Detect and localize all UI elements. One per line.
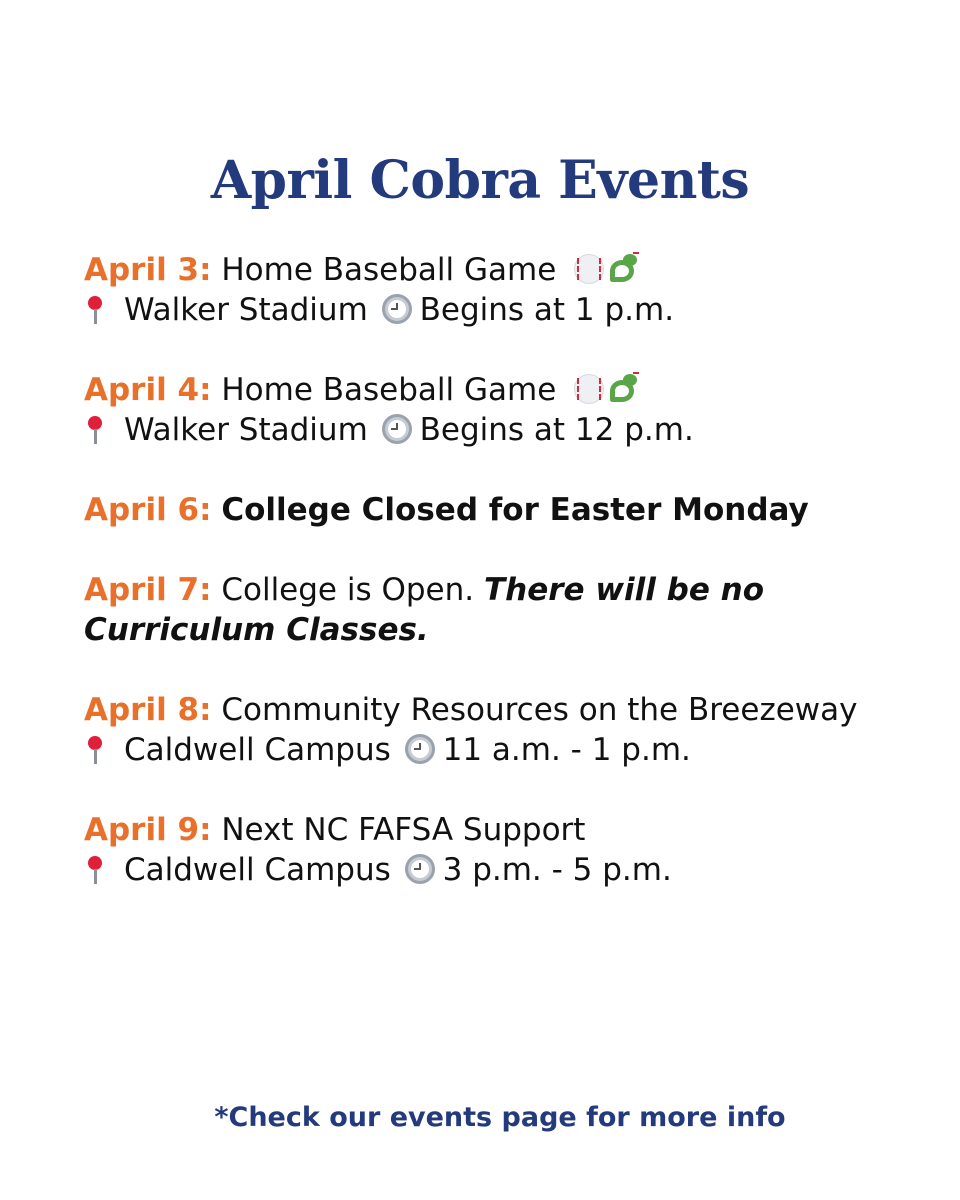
page-title: April Cobra Events [210,150,750,211]
location-pin-icon [84,414,106,446]
snake-icon [606,374,638,404]
event-time: Begins at 1 p.m. [419,292,675,328]
event-description: College is Open. [221,572,475,608]
clock-icon [382,414,412,444]
event-time: 11 a.m. - 1 p.m. [442,732,691,768]
clock-icon [382,294,412,324]
event-list [84,250,904,930]
event-location: Walker Stadium [124,412,368,448]
event-item [84,490,904,530]
baseball-icon [574,374,604,404]
event-date: April 6: [84,492,212,528]
snake-icon [606,254,638,284]
event-date: April 4: [84,372,212,408]
baseball-icon [574,254,604,284]
event-description: College Closed for Easter Monday [221,492,809,528]
event-date: April 3: [84,252,212,288]
event-time: Begins at 12 p.m. [419,412,694,448]
clock-icon [405,854,435,884]
clock-icon [405,734,435,764]
event-item [84,690,904,770]
event-item [84,250,904,330]
location-pin-icon [84,734,106,766]
event-date: April 8: [84,692,212,728]
event-item [84,810,904,890]
event-description: Community Resources on the Breezeway [221,692,858,728]
event-date: April 9: [84,812,212,848]
event-location: Caldwell Campus [124,732,391,768]
location-pin-icon [84,854,106,886]
event-location: Walker Stadium [124,292,368,328]
footer-note: *Check our events page for more info [214,1102,786,1133]
event-note: There will be no Curriculum Classes. [84,572,765,648]
event-time: 3 p.m. - 5 p.m. [442,852,672,888]
event-description: Home Baseball Game [221,372,557,408]
event-item [84,370,904,450]
event-item [84,570,904,650]
location-pin-icon [84,294,106,326]
event-location: Caldwell Campus [124,852,391,888]
event-date: April 7: [84,572,212,608]
event-description: Next NC FAFSA Support [221,812,586,848]
event-description: Home Baseball Game [221,252,557,288]
